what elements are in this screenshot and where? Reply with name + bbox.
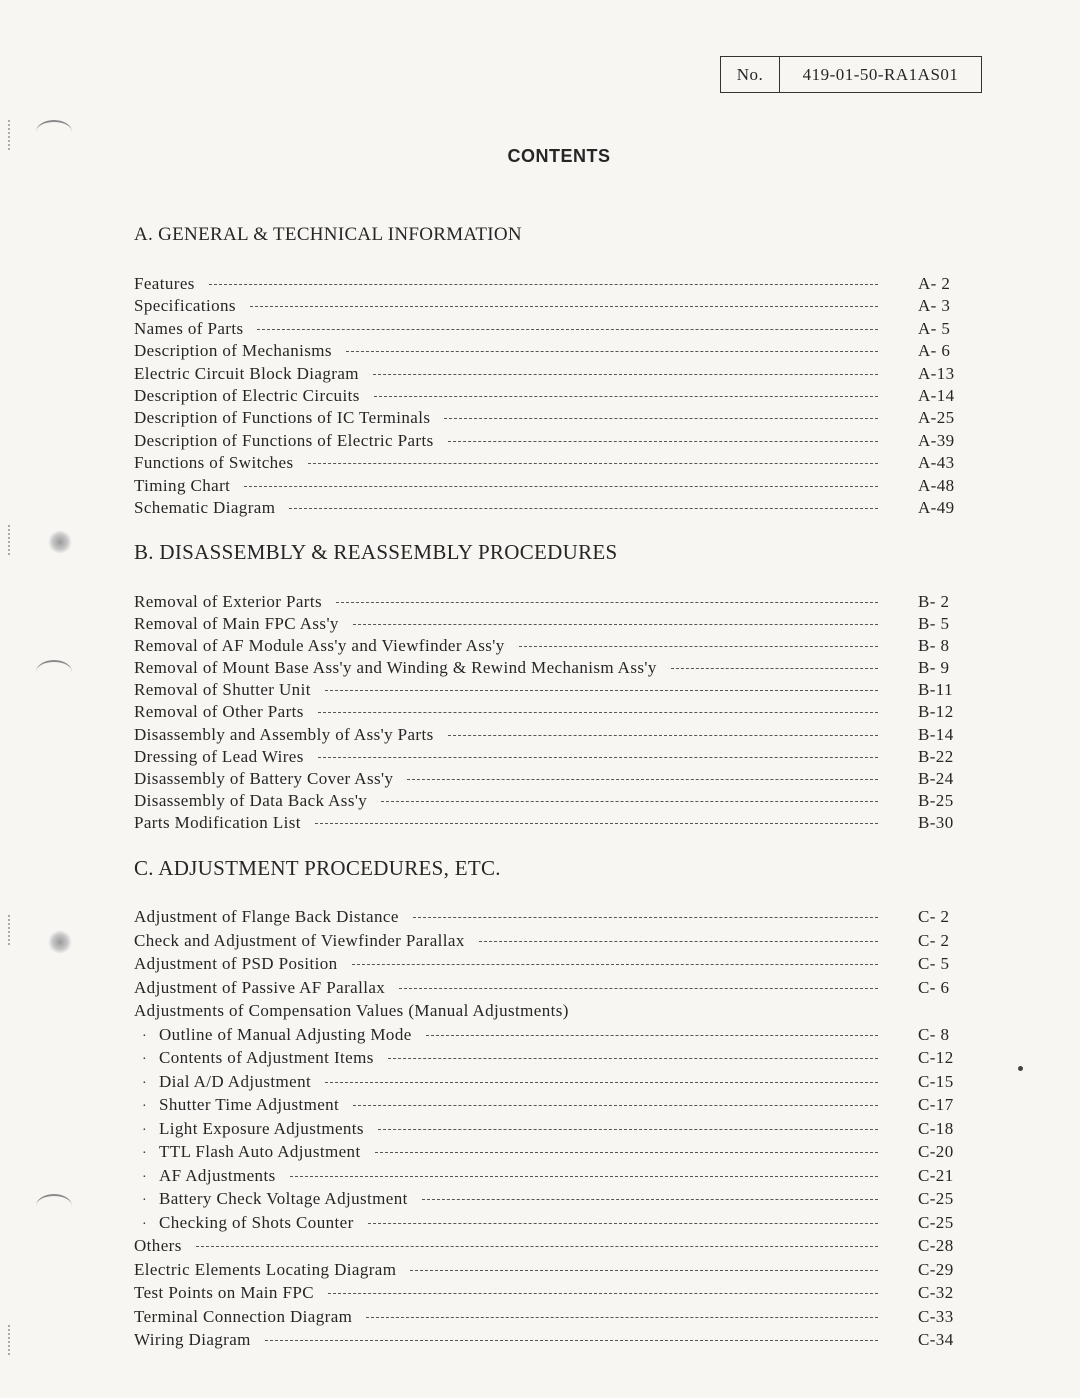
dotted-leader — [318, 757, 878, 758]
toc-entry-label: Adjustment of PSD Position — [134, 954, 338, 973]
margin-mark — [8, 1325, 14, 1355]
toc-entry-label: Battery Check Voltage Adjustment — [159, 1189, 408, 1208]
toc-entry — [134, 1001, 960, 1025]
dotted-leader — [374, 396, 878, 397]
toc-entry-title — [134, 1213, 354, 1233]
toc-entry-label: Dial A/D Adjustment — [159, 1071, 312, 1091]
toc-entry — [134, 1213, 960, 1237]
toc-page-number: C-25 — [918, 1189, 954, 1208]
toc-entry-title — [134, 702, 304, 722]
toc-entry-label: Schematic Diagram — [134, 497, 276, 517]
toc-page-number: A-13 — [918, 363, 955, 383]
toc-page-number: A-39 — [918, 430, 955, 450]
toc-entry-title — [134, 453, 294, 473]
toc-page-number: A-48 — [918, 475, 955, 495]
toc-entry-title — [134, 931, 465, 951]
toc-entry-title — [134, 1048, 374, 1068]
toc-page-number: B- 5 — [918, 614, 950, 634]
toc-entry-label: Adjustment of Flange Back Distance — [134, 907, 399, 926]
toc-entry-title — [134, 1236, 182, 1256]
dotted-leader — [399, 988, 878, 989]
dotted-leader — [407, 779, 878, 780]
toc-entry-label: Disassembly of Data Back Ass'y — [134, 790, 368, 810]
toc-entry — [134, 1119, 960, 1143]
toc-page-number: B- 2 — [918, 592, 950, 611]
dotted-leader — [250, 306, 878, 307]
dotted-leader — [325, 690, 878, 691]
toc-entry-title — [134, 1119, 364, 1139]
toc-entry-title — [134, 364, 359, 384]
toc-page-number: C-18 — [918, 1118, 954, 1138]
dotted-leader — [410, 1270, 878, 1271]
toc-entry-title — [134, 476, 230, 496]
toc-page-number: C-15 — [918, 1071, 954, 1091]
toc-entry-title — [134, 274, 195, 294]
toc-page-number: A- 6 — [918, 341, 951, 361]
toc-entry-label: Contents of Adjustment Items — [159, 1048, 374, 1067]
toc-entry — [134, 978, 960, 1002]
toc-page-number: C- 8 — [918, 1024, 950, 1044]
toc-entry — [134, 386, 960, 408]
toc-entry-title — [134, 636, 505, 656]
toc-page-number: B-11 — [918, 680, 953, 700]
dotted-leader — [328, 1293, 878, 1294]
toc-entry — [134, 614, 960, 636]
toc-entry-label: Adjustment of Passive AF Parallax — [134, 977, 386, 997]
toc-entry-label: Removal of Main FPC Ass'y — [134, 614, 339, 634]
toc-entry — [134, 636, 960, 658]
toc-page-number: B-22 — [918, 746, 954, 766]
toc-page-number: B-14 — [918, 724, 954, 744]
toc-entry — [134, 341, 960, 363]
toc-page-number: C- 2 — [918, 930, 950, 950]
toc-list-b — [134, 592, 960, 835]
dotted-leader — [413, 917, 878, 918]
toc-entry-label: Specifications — [134, 296, 236, 316]
toc-entry-title — [134, 1142, 361, 1162]
dotted-leader — [375, 1152, 878, 1153]
toc-entry-label: Others — [134, 1236, 182, 1255]
toc-entry-label: Functions of Switches — [134, 453, 294, 473]
document-number-label: No. — [721, 57, 780, 92]
toc-entry-label: Names of Parts — [134, 318, 244, 338]
toc-entry — [134, 453, 960, 475]
toc-list-c — [134, 907, 960, 1354]
toc-entry-title — [134, 408, 430, 428]
toc-entry-label: Removal of Other Parts — [134, 702, 304, 722]
toc-page-number: C-25 — [918, 1212, 954, 1232]
toc-entry-label: Removal of Exterior Parts — [134, 592, 322, 611]
toc-entry-title — [134, 431, 434, 451]
toc-entry — [134, 1095, 960, 1119]
toc-entry-title — [134, 769, 393, 789]
toc-entry — [134, 1236, 960, 1260]
document-number-box — [720, 56, 982, 93]
dotted-leader — [257, 329, 878, 330]
toc-entry — [134, 907, 960, 931]
toc-page-number: C-34 — [918, 1330, 954, 1349]
toc-entry-label: Terminal Connection Diagram — [134, 1306, 353, 1326]
toc-entry — [134, 1189, 960, 1213]
toc-page-number: A- 5 — [918, 318, 951, 338]
dotted-leader — [346, 351, 878, 352]
toc-page-number: C-20 — [918, 1142, 954, 1161]
bullet-icon: · — [142, 1052, 148, 1067]
toc-entry — [134, 813, 960, 835]
toc-page-number: A-14 — [918, 385, 955, 405]
toc-entry-label: Shutter Time Adjustment — [159, 1095, 340, 1114]
dotted-leader — [315, 823, 878, 824]
toc-entry-title — [134, 725, 434, 745]
toc-page-number: A-43 — [918, 453, 955, 473]
toc-entry-label: Disassembly and Assembly of Ass'y Parts — [134, 724, 434, 744]
toc-entry-label: AF Adjustments — [159, 1165, 276, 1185]
toc-entry-label: Checking of Shots Counter — [159, 1212, 354, 1232]
toc-entry-title — [134, 954, 338, 974]
dotted-leader — [378, 1129, 878, 1130]
toc-entry-label: Description of Functions of Electric Parts — [134, 430, 434, 450]
toc-entry — [134, 702, 960, 724]
toc-entry-label: Adjustments of Compensation Values (Manual Adjustments) — [134, 1001, 569, 1020]
toc-entry — [134, 1048, 960, 1072]
toc-entry-title — [134, 658, 657, 678]
toc-entry-title — [134, 1260, 396, 1280]
toc-page-number: C-12 — [918, 1048, 954, 1067]
toc-entry — [134, 1072, 960, 1096]
dotted-leader — [373, 374, 878, 375]
bullet-icon: · — [142, 1169, 148, 1185]
toc-entry-label: Removal of Shutter Unit — [134, 680, 311, 700]
section-heading-c: C. ADJUSTMENT PROCEDURES, ETC. — [134, 856, 501, 880]
toc-entry — [134, 747, 960, 769]
scan-speck — [48, 530, 72, 554]
toc-entry — [134, 408, 960, 430]
bullet-icon: · — [142, 1099, 148, 1114]
toc-entry-title — [134, 1001, 569, 1021]
toc-entry-label: Electric Circuit Block Diagram — [134, 363, 359, 383]
toc-page-number: C- 6 — [918, 977, 950, 997]
toc-entry-label: Features — [134, 274, 195, 293]
bullet-icon: · — [142, 1193, 148, 1208]
toc-entry-title — [134, 747, 304, 767]
toc-entry-title — [134, 978, 385, 998]
toc-entry-label: TTL Flash Auto Adjustment — [159, 1142, 361, 1161]
dotted-leader — [366, 1317, 878, 1318]
toc-entry — [134, 592, 960, 614]
scan-dot — [1018, 1066, 1023, 1071]
scan-speck — [48, 930, 72, 954]
toc-entry — [134, 769, 960, 791]
toc-entry — [134, 954, 960, 978]
toc-entry — [134, 1283, 960, 1307]
page-title: CONTENTS — [507, 146, 611, 166]
toc-entry-label: Test Points on Main FPC — [134, 1283, 314, 1302]
binder-hole-mark — [36, 1194, 72, 1218]
dotted-leader — [444, 418, 878, 419]
toc-entry-label: Disassembly of Battery Cover Ass'y — [134, 768, 394, 788]
toc-entry — [134, 1260, 960, 1284]
toc-entry-title — [134, 680, 311, 700]
toc-entry — [134, 725, 960, 747]
toc-entry-title — [134, 1330, 251, 1350]
bullet-icon: · — [142, 1216, 148, 1232]
dotted-leader — [519, 646, 878, 647]
toc-page-number: C-33 — [918, 1306, 954, 1326]
toc-entry-title — [134, 296, 236, 316]
toc-entry-label: Parts Modification List — [134, 812, 301, 832]
toc-entry-title — [134, 791, 367, 811]
toc-page-number: C-21 — [918, 1165, 954, 1185]
dotted-leader — [244, 486, 878, 487]
toc-entry-label: Description of Electric Circuits — [134, 385, 360, 405]
binder-hole-mark — [36, 120, 72, 144]
dotted-leader — [196, 1246, 878, 1247]
dotted-leader — [308, 463, 878, 464]
toc-entry — [134, 296, 960, 318]
toc-entry — [134, 791, 960, 813]
toc-page-number: A-49 — [918, 497, 955, 517]
bullet-icon: · — [142, 1075, 148, 1091]
toc-entry-label: Timing Chart — [134, 475, 231, 495]
dotted-leader — [289, 508, 878, 509]
toc-entry-label: Removal of Mount Base Ass'y and Winding & Rewind Mechanism Ass'y — [134, 658, 657, 678]
toc-entry-title — [134, 592, 322, 612]
toc-entry — [134, 498, 960, 520]
toc-page-number: B- 8 — [918, 636, 950, 656]
toc-entry-label: Description of Mechanisms — [134, 341, 332, 361]
toc-entry — [134, 1025, 960, 1049]
toc-entry-title — [134, 1072, 311, 1092]
dotted-leader — [671, 668, 878, 669]
toc-entry-label: Description of Functions of IC Terminals — [134, 408, 431, 428]
dotted-leader — [336, 602, 878, 603]
toc-entry — [134, 1307, 960, 1331]
toc-entry — [134, 431, 960, 453]
section-heading-b: B. DISASSEMBLY & REASSEMBLY PROCEDURES — [134, 540, 618, 564]
dotted-leader — [422, 1199, 878, 1200]
toc-entry-title — [134, 1189, 408, 1209]
toc-entry-title — [134, 907, 399, 927]
toc-page-number: B-12 — [918, 702, 954, 722]
margin-mark — [8, 525, 14, 555]
dotted-leader — [318, 712, 878, 713]
toc-entry — [134, 319, 960, 341]
dotted-leader — [388, 1058, 878, 1059]
toc-entry-title — [134, 614, 339, 634]
toc-entry-title — [134, 498, 275, 518]
dotted-leader — [426, 1035, 878, 1036]
toc-page-number: C- 5 — [918, 954, 950, 973]
toc-page-number: A-25 — [918, 408, 955, 428]
toc-entry — [134, 1142, 960, 1166]
toc-entry-title — [134, 1283, 314, 1303]
toc-entry-title — [134, 813, 301, 833]
toc-entry-title — [134, 341, 332, 361]
dotted-leader — [448, 735, 878, 736]
toc-entry — [134, 476, 960, 498]
toc-entry-title — [134, 1307, 352, 1327]
toc-page-number: B- 9 — [918, 658, 950, 678]
toc-entry-label: Outline of Manual Adjusting Mode — [159, 1024, 412, 1044]
toc-entry-title — [134, 319, 243, 339]
toc-entry-label: Light Exposure Adjustments — [159, 1118, 364, 1138]
toc-entry-label: Check and Adjustment of Viewfinder Parallax — [134, 930, 465, 950]
toc-entry — [134, 1166, 960, 1190]
toc-page-number: A- 2 — [918, 274, 951, 293]
toc-entry-label: Dressing of Lead Wires — [134, 746, 304, 766]
toc-entry — [134, 680, 960, 702]
toc-entry — [134, 274, 960, 296]
toc-entry-title — [134, 1095, 339, 1115]
toc-list-a — [134, 274, 960, 520]
toc-page-number: C-32 — [918, 1283, 954, 1302]
bullet-icon: · — [142, 1122, 148, 1138]
dotted-leader — [352, 964, 878, 965]
toc-entry-title — [134, 1025, 412, 1045]
toc-page-number: C-29 — [918, 1259, 954, 1279]
dotted-leader — [381, 801, 878, 802]
dotted-leader — [368, 1223, 878, 1224]
toc-entry-title — [134, 1166, 276, 1186]
toc-entry-label: Removal of AF Module Ass'y and Viewfinder Ass'y — [134, 636, 505, 656]
toc-entry — [134, 658, 960, 680]
dotted-leader — [353, 624, 878, 625]
toc-entry-label: Wiring Diagram — [134, 1330, 251, 1349]
toc-page-number: C- 2 — [918, 907, 950, 926]
dotted-leader — [290, 1176, 878, 1177]
toc-page-number: C-17 — [918, 1095, 954, 1114]
binder-hole-mark — [36, 660, 72, 684]
dotted-leader — [353, 1105, 878, 1106]
dotted-leader — [209, 284, 878, 285]
toc-entry — [134, 364, 960, 386]
dotted-leader — [448, 441, 878, 442]
toc-entry-title — [134, 386, 360, 406]
toc-entry — [134, 1330, 960, 1354]
toc-entry-label: Electric Elements Locating Diagram — [134, 1259, 397, 1279]
dotted-leader — [325, 1082, 878, 1083]
bullet-icon: · — [142, 1028, 148, 1044]
dotted-leader — [265, 1340, 878, 1341]
toc-page-number: B-25 — [918, 790, 954, 810]
toc-page-number: A- 3 — [918, 296, 951, 316]
bullet-icon: · — [142, 1146, 148, 1161]
toc-page-number: C-28 — [918, 1236, 954, 1255]
toc-page-number: B-24 — [918, 768, 954, 788]
margin-mark — [8, 915, 14, 945]
section-heading-a: A. GENERAL & TECHNICAL INFORMATION — [134, 224, 522, 245]
dotted-leader — [479, 941, 878, 942]
toc-entry — [134, 931, 960, 955]
document-number-value: 419-01-50-RA1AS01 — [802, 64, 959, 84]
toc-page-number: B-30 — [918, 812, 954, 832]
